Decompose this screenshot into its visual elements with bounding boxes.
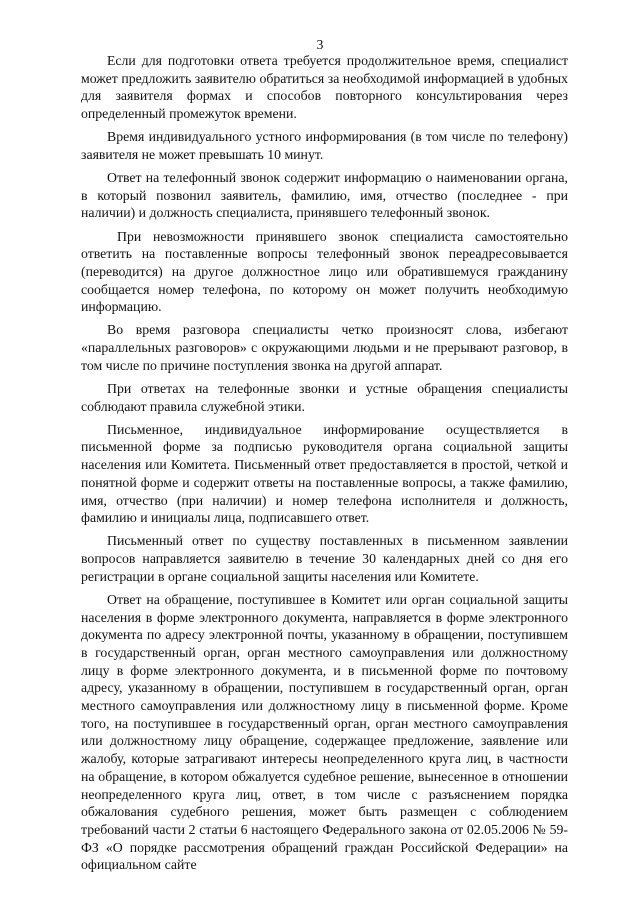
paragraph-written-informing: Письменное, индивидуальное информирование осуществляется в письменной форме за подписью руководителя органа социальной защиты населения или Комитета. Письменный ответ предоставляется в простой, четкой и понятной форме и содержит ответы на поставленные вопросы, а также фамилию, имя, отчество (при наличии) и номер телефона исполнителя и должность, фамилию и инициалы лица, подписавшего ответ.: [81, 421, 568, 526]
document-body: [81, 52, 568, 879]
paragraph-phone-answer-content: Ответ на телефонный звонок содержит информацию о наименовании органа, в который позвонил заявитель, фамилию, имя, отчество (последнее - при наличии) и должность специалиста, принявшего телефонный звонок.: [81, 170, 568, 221]
paragraph-call-redirect: При невозможности принявшего звонок специалиста самостоятельно ответить на поставленные вопросы телефонный звонок переадресовывается (переводится) на другое должностное лицо или обратившемуся гражданину сообщается номер телефона, по которому он может получить необходимую информацию.: [81, 228, 568, 315]
paragraph-written-answer-deadline: Письменный ответ по существу поставленных в письменном заявлении вопросов направляется заявителю в течение 30 календарных дней со дня его регистрации в органе социальной защиты населения или Комитете.: [81, 533, 568, 584]
paragraph-long-consultation: Если для подготовки ответа требуется продолжительное время, специалист может предложить заявителю обратиться за необходимой информацией в удобных для заявителя формах и способов повторного консультирования через определенный промежуток времени.: [81, 53, 568, 122]
page-number: 3: [316, 37, 324, 52]
paragraph-oral-time-limit: Время индивидуального устного информирования (в том числе по телефону) заявителя не может превышать 10 минут.: [81, 129, 568, 162]
paragraph-conversation-rules: Во время разговора специалисты четко произносят слова, избегают «параллельных разговоров» с окружающими людьми и не прерывают разговор, в том числе по причине поступления звонка на другой аппарат.: [81, 322, 568, 373]
paragraph-service-ethics: При ответах на телефонные звонки и устные обращения специалисты соблюдают правила служебной этики.: [81, 380, 568, 414]
paragraph-electronic-answer: Ответ на обращение, поступившее в Комитет или орган социальной защиты населения в форме электронного документа, направляется в форме электронного документа по адресу электронной почты, указанному в обращении, поступившем в государственный орган, орган местного самоуправления или должностному лицу в форме электронного документа, и в письменной форме по почтовому адресу, указанному в обращении, поступившем в государственный орган, орган местного самоуправления или должностному лицу в письменной форме. Кроме того, на поступившее в государственный орган, орган местного самоуправления или должностному лицу обращение, содержащее предложение, заявление или жалобу, которые затрагивают интересы неопределенного круга лиц, в частности на обращение, в котором обжалуется судебное решение, вынесенное в отношении неопределенного круга лиц, ответ, в том числе с разъяснением порядка обжалования судебного решения, может быть размещен с соблюдением требований части 2 статьи 6 настоящего Федерального закона от 02.05.2006 № 59-ФЗ «О порядке рассмотрения обращений граждан Российской Федерации» на официальном сайте: [81, 591, 568, 873]
